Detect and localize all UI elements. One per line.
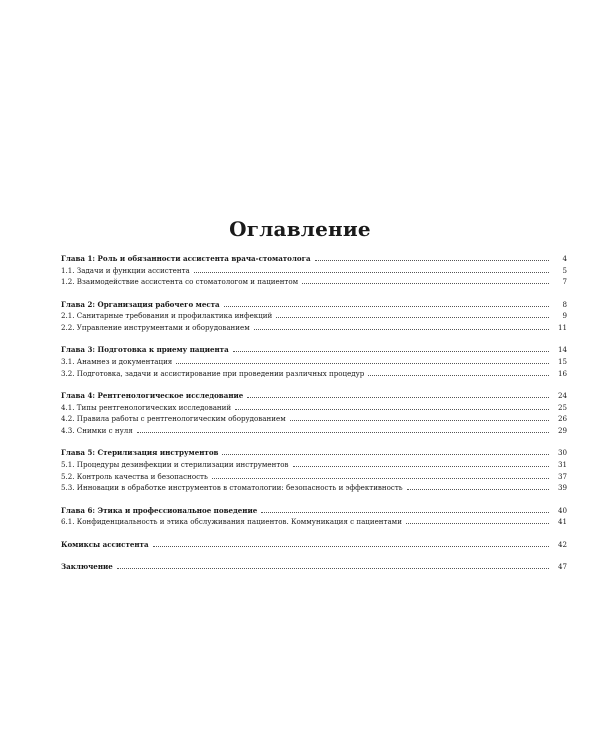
toc-page-number: 42 bbox=[557, 539, 567, 549]
dot-leader bbox=[117, 568, 549, 569]
toc-chapter-entry[interactable] bbox=[61, 505, 567, 517]
toc-entry-label: Глава 6: Этика и профессиональное поведение bbox=[61, 505, 258, 515]
toc-entry-label: 4.2. Правила работы с рентгенологическим оборудованием bbox=[61, 414, 286, 424]
toc-group bbox=[61, 299, 567, 334]
dot-leader bbox=[293, 466, 549, 467]
toc-section-entry[interactable] bbox=[61, 413, 567, 425]
toc-entry-label: 1.1. Задачи и функции ассистента bbox=[61, 265, 190, 275]
toc-page-number: 9 bbox=[562, 311, 567, 321]
dot-leader bbox=[407, 489, 549, 490]
toc-chapter-entry[interactable] bbox=[61, 561, 567, 573]
dot-leader bbox=[233, 351, 549, 352]
toc-entry-label: Глава 5: Стерилизация инструментов bbox=[61, 448, 219, 458]
toc-page-number: 5 bbox=[562, 265, 567, 275]
dot-leader bbox=[302, 283, 549, 284]
dot-leader bbox=[247, 397, 549, 398]
toc-page-number: 15 bbox=[557, 357, 567, 366]
toc-page-number: 47 bbox=[557, 561, 567, 571]
toc-page-number: 24 bbox=[557, 390, 567, 400]
dot-leader bbox=[290, 420, 549, 421]
toc-section-entry[interactable] bbox=[61, 368, 567, 380]
toc-entry-label: 3.1. Анамнез и документация bbox=[61, 357, 173, 366]
dot-leader bbox=[235, 409, 549, 410]
toc-page-number: 26 bbox=[557, 414, 567, 424]
toc-chapter-entry[interactable] bbox=[61, 539, 567, 551]
dot-leader bbox=[176, 363, 549, 364]
toc-entry-label: Комиксы ассистента bbox=[61, 539, 149, 549]
toc-group bbox=[61, 447, 567, 494]
dot-leader bbox=[254, 329, 549, 330]
toc-chapter-entry[interactable] bbox=[61, 344, 567, 356]
toc-group bbox=[61, 539, 567, 551]
toc-entry-label: 1.2. Взаимодействие ассистента со стоматологом и пациентом bbox=[61, 277, 299, 287]
toc-page-number: 14 bbox=[557, 345, 567, 355]
toc-page-number: 29 bbox=[557, 426, 567, 436]
dot-leader bbox=[224, 306, 549, 307]
toc-section-entry[interactable] bbox=[61, 459, 567, 471]
toc-page-number: 25 bbox=[557, 402, 567, 412]
dot-leader bbox=[368, 375, 549, 376]
toc-chapter-entry[interactable] bbox=[61, 447, 567, 459]
toc-page-number: 40 bbox=[557, 505, 567, 515]
toc-page-number: 7 bbox=[562, 277, 567, 287]
toc-entry-label: Глава 2: Организация рабочего места bbox=[61, 299, 220, 309]
dot-leader bbox=[222, 454, 549, 455]
toc-entry-label: Глава 3: Подготовка к приему пациента bbox=[61, 345, 229, 355]
toc-section-entry[interactable] bbox=[61, 356, 567, 368]
table-of-contents bbox=[61, 253, 567, 583]
toc-group bbox=[61, 344, 567, 379]
toc-group bbox=[61, 505, 567, 528]
toc-entry-label: 5.2. Контроль качества и безопасность bbox=[61, 471, 208, 481]
toc-entry-label: 5.1. Процедуры дезинфекции и стерилизации инструментов bbox=[61, 460, 289, 469]
toc-chapter-entry[interactable] bbox=[61, 253, 567, 265]
toc-page-number: 4 bbox=[562, 254, 567, 263]
toc-entry-label: 2.2. Управление инструментами и оборудованием bbox=[61, 323, 250, 333]
toc-section-entry[interactable] bbox=[61, 322, 567, 334]
toc-section-entry[interactable] bbox=[61, 471, 567, 483]
toc-section-entry[interactable] bbox=[61, 265, 567, 277]
toc-entry-label: 4.3. Снимки с нуля bbox=[61, 426, 133, 436]
toc-group bbox=[61, 561, 567, 573]
toc-group bbox=[61, 253, 567, 288]
toc-entry-label: 2.1. Санитарные требования и профилактика инфекций bbox=[61, 311, 273, 321]
toc-page-number: 41 bbox=[557, 517, 567, 527]
toc-entry-label: Заключение bbox=[61, 561, 113, 571]
toc-entry-label: 5.3. Инновации в обработке инструментов в стоматологии: безопасность и эффективность bbox=[61, 483, 403, 493]
dot-leader bbox=[212, 478, 549, 479]
toc-page-number: 8 bbox=[562, 299, 567, 309]
toc-section-entry[interactable] bbox=[61, 276, 567, 288]
toc-entry-label: 3.2. Подготовка, задачи и ассистирование при проведении различных процедур bbox=[61, 368, 365, 378]
dot-leader bbox=[153, 546, 549, 547]
toc-section-entry[interactable] bbox=[61, 425, 567, 437]
toc-entry-label: Глава 1: Роль и обязанности ассистента врача-стоматолога bbox=[61, 254, 311, 263]
dot-leader bbox=[406, 523, 549, 524]
toc-group bbox=[61, 390, 567, 437]
dot-leader bbox=[261, 512, 549, 513]
toc-section-entry[interactable] bbox=[61, 516, 567, 528]
toc-page-number: 37 bbox=[557, 471, 567, 481]
toc-entry-label: 4.1. Типы рентгенологических исследований bbox=[61, 402, 232, 412]
toc-section-entry[interactable] bbox=[61, 482, 567, 494]
toc-entry-label: Глава 4: Рентгенологическое исследование bbox=[61, 390, 244, 400]
toc-section-entry[interactable] bbox=[61, 310, 567, 322]
toc-page-number: 11 bbox=[557, 323, 567, 333]
toc-entry-label: 6.1. Конфиденциальность и этика обслуживания пациентов. Коммуникация с пациентами bbox=[61, 517, 402, 527]
toc-page-number: 16 bbox=[557, 368, 567, 378]
toc-page-number: 30 bbox=[557, 448, 567, 458]
dot-leader bbox=[137, 432, 549, 433]
dot-leader bbox=[276, 317, 549, 318]
page-title: Оглавление bbox=[229, 217, 371, 241]
toc-page-number: 31 bbox=[557, 460, 567, 469]
toc-chapter-entry[interactable] bbox=[61, 390, 567, 402]
toc-section-entry[interactable] bbox=[61, 402, 567, 414]
toc-page-number: 39 bbox=[557, 483, 567, 493]
dot-leader bbox=[315, 260, 549, 261]
toc-chapter-entry[interactable] bbox=[61, 299, 567, 311]
dot-leader bbox=[194, 272, 549, 273]
